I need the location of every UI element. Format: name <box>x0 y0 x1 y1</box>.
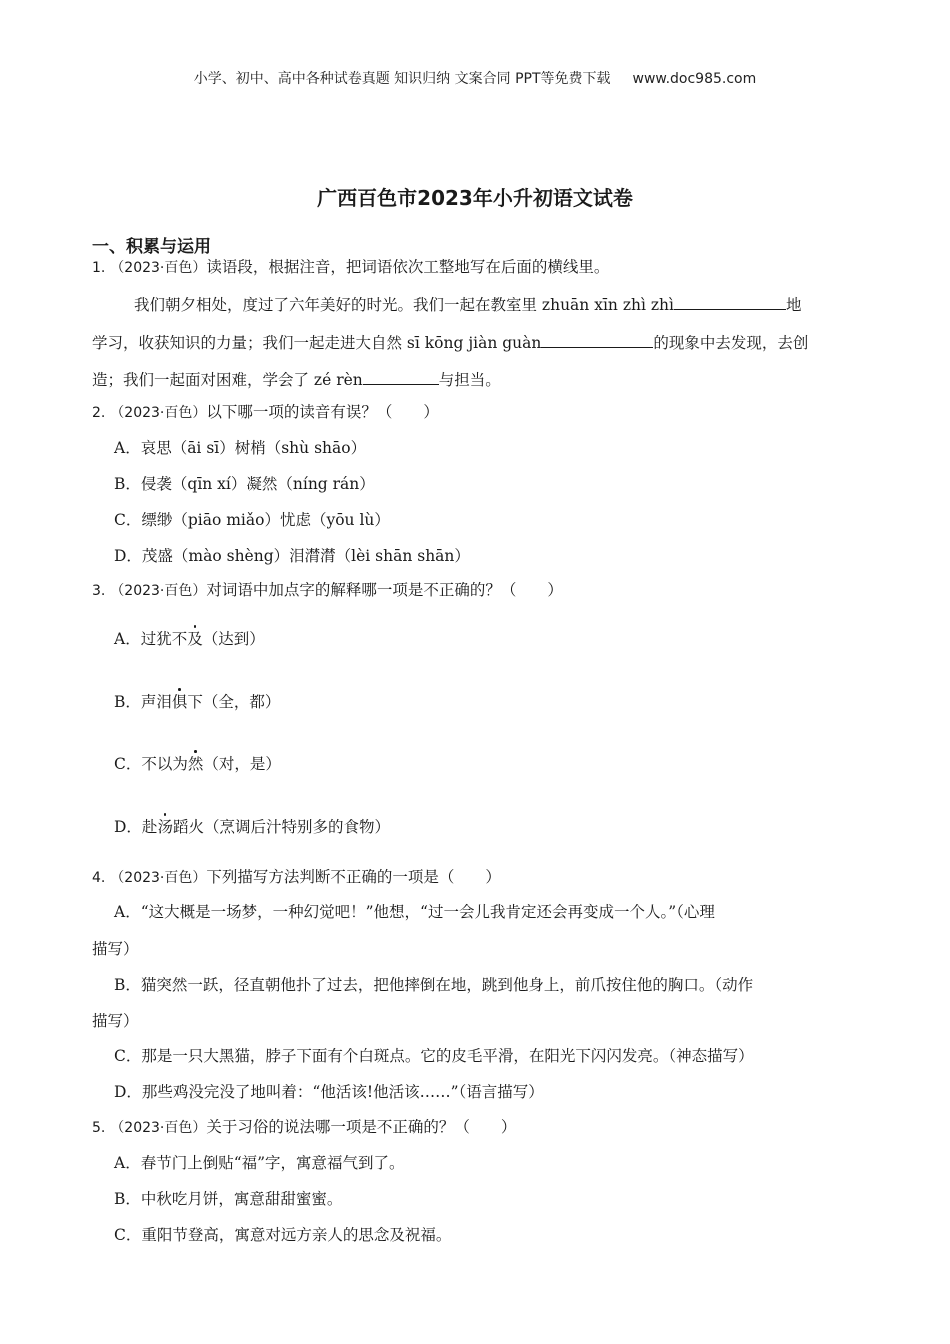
section-heading: 一、积累与运用 <box>92 237 211 257</box>
option-text: 蹈火（烹调后汁特别多的食物） <box>172 818 390 836</box>
question-number: 3. <box>92 583 106 599</box>
option-c[interactable]: C．缥缈（piāo miǎo）忧虑（yōu lù） <box>114 511 390 529</box>
option-text: （达到） <box>202 630 265 648</box>
option-b-continued: 描写） <box>92 1012 139 1030</box>
option-d[interactable] <box>114 820 390 836</box>
option-a[interactable] <box>114 632 265 648</box>
dotted-char: 俱 <box>171 693 188 711</box>
option-text: 下（全，都） <box>187 693 281 711</box>
paragraph-text: 我们朝夕相处，度过了六年美好的时光。我们一起在教室里 zhuān xīn zhì zhì <box>134 296 674 314</box>
question-5 <box>92 1120 516 1136</box>
question-stem: 关于习俗的说法哪一项是不正确的？（ ） <box>206 1118 517 1136</box>
dotted-char: 汤 <box>157 818 173 836</box>
answer-blank-3[interactable] <box>363 370 439 385</box>
dotted-char: 然 <box>187 755 204 773</box>
option-text: （对，是） <box>203 755 281 773</box>
option-c[interactable]: C．那是一只大黑猫，脖子下面有个白斑点。它的皮毛平滑，在阳光下闪闪发亮。（神态描写） <box>114 1047 754 1065</box>
question-stem: 读语段，根据注音，把词语依次工整地写在后面的横线里。 <box>206 258 610 276</box>
answer-blank-1[interactable] <box>674 295 786 310</box>
paragraph-line-3 <box>92 370 501 389</box>
question-stem: 对词语中加点字的解释哪一项是不正确的？（ ） <box>206 581 563 599</box>
option-d[interactable]: D．那些鸡没完没了地叫着：“他活该!他活该……”（语言描写） <box>114 1083 544 1101</box>
header-text: 小学、初中、高中各种试卷真题 知识归纳 文案合同 PPT等免费下载 <box>193 71 611 87</box>
option-b[interactable]: B．中秋吃月饼，寓意甜甜蜜蜜。 <box>114 1190 343 1208</box>
question-3 <box>92 583 563 599</box>
option-text: B．声泪 <box>114 693 172 711</box>
question-source: （2023·百色） <box>110 1120 207 1136</box>
exam-title: 广西百色市2023年小升初语文试卷 <box>317 186 633 210</box>
paragraph-text: 学习，收获知识的力量；我们一起走进大自然 sī kōng jiàn guàn <box>92 334 542 352</box>
option-c[interactable] <box>114 757 281 773</box>
paragraph-text: 与担当。 <box>438 371 501 389</box>
question-source: （2023·百色） <box>110 260 207 276</box>
paragraph-line-2 <box>92 333 808 352</box>
question-number: 5. <box>92 1120 106 1136</box>
question-stem: 以下哪一项的读音有误？（ ） <box>206 403 439 421</box>
option-c[interactable]: C．重阳节登高，寓意对远方亲人的思念及祝福。 <box>114 1226 452 1244</box>
question-number: 4. <box>92 870 106 886</box>
paragraph-text: 地 <box>785 296 802 314</box>
question-source: （2023·百色） <box>110 870 207 886</box>
question-2 <box>92 405 439 421</box>
option-text: C．不以为 <box>114 755 188 773</box>
question-stem: 下列描写方法判断不正确的一项是（ ） <box>206 868 501 886</box>
question-number: 1. <box>92 260 106 276</box>
option-b[interactable]: B．侵袭（qīn xí）凝然（níng rán） <box>114 475 375 493</box>
option-text: A．过犹不 <box>114 630 188 648</box>
option-b[interactable]: B．猫突然一跃，径直朝他扑了过去，把他摔倒在地，跳到他身上，前爪按住他的胸口。（动作 <box>114 976 754 994</box>
question-source: （2023·百色） <box>110 583 207 599</box>
answer-blank-2[interactable] <box>541 333 653 348</box>
option-a[interactable]: A．春节门上倒贴“福”字，寓意福气到了。 <box>114 1154 405 1172</box>
paragraph-text: 的现象中去发现，去创 <box>653 334 809 352</box>
question-1 <box>92 260 609 276</box>
option-b[interactable] <box>114 695 280 711</box>
option-d[interactable]: D．茂盛（mào shèng）泪潸潸（lèi shān shān） <box>114 547 470 565</box>
page-header <box>0 68 950 88</box>
option-a[interactable]: A．哀思（āi sī）树梢（shù shāo） <box>114 439 367 457</box>
question-source: （2023·百色） <box>110 405 207 421</box>
question-number: 2. <box>92 405 106 421</box>
dotted-char: 及 <box>187 630 203 648</box>
option-a-continued: 描写） <box>92 940 139 958</box>
option-text: D．赴 <box>114 818 158 836</box>
paragraph-line-1 <box>134 295 801 314</box>
header-url[interactable]: www.doc985.com <box>632 71 757 87</box>
option-a[interactable]: A．“这大概是一场梦，一种幻觉吧！”他想，“过一会儿我肯定还会再变成一个人。”（心理 <box>114 903 715 921</box>
paragraph-text: 造；我们一起面对困难，学会了 zé rèn <box>92 371 363 389</box>
question-4 <box>92 870 501 886</box>
